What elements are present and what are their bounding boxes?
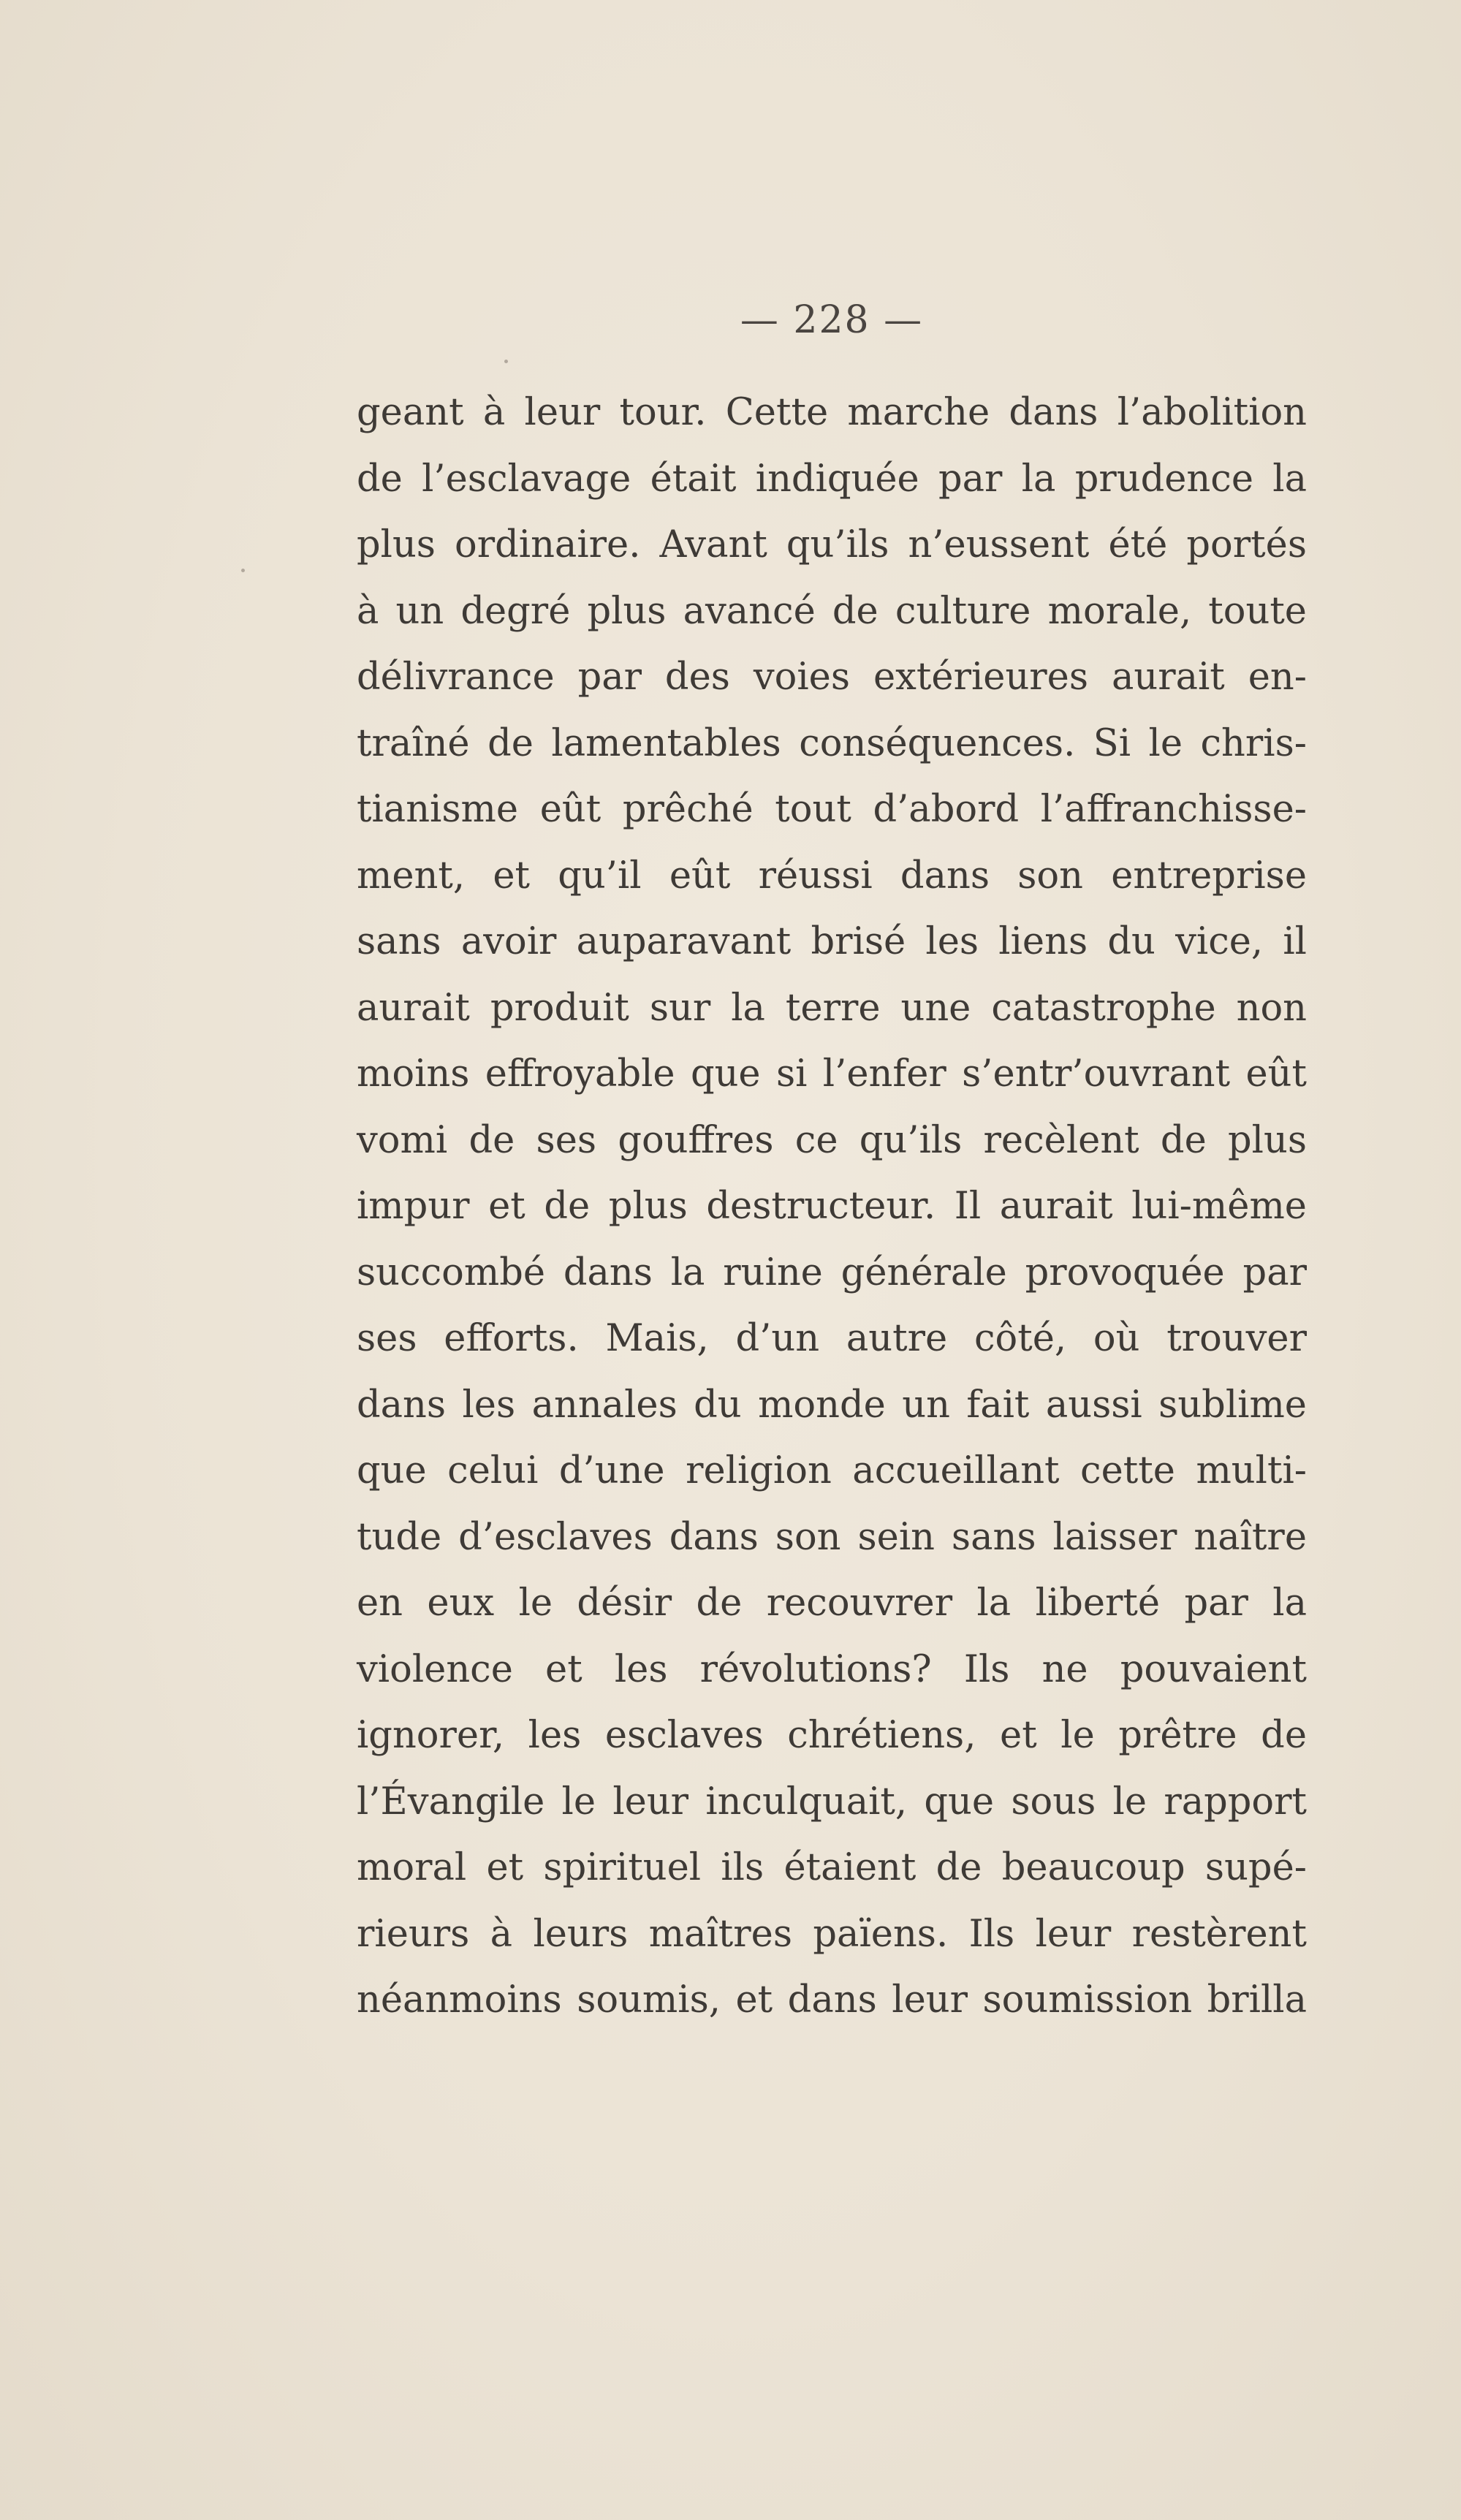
text-line: ses efforts. Mais, d’un autre côté, où trouver [357,1317,1307,1360]
paper-speck [504,360,508,363]
text-line: violence et les révolutions? Ils ne pouvaient [357,1647,1307,1691]
text-line: en eux le désir de recouvrer la liberté par la [357,1582,1307,1625]
text-line: moins effroyable que si l’enfer s’entr’ouvrant eût [357,1052,1307,1096]
text-line: impur et de plus destructeur. Il aurait lui-même [357,1185,1307,1228]
text-line: rieurs à leurs maîtres païens. Ils leur restèrent [357,1912,1307,1956]
text-line: que celui d’une religion accueillant cette multi- [357,1449,1307,1492]
text-line: sans avoir auparavant brisé les liens du vice, il [357,920,1307,963]
text-line: dans les annales du monde un fait aussi sublime [357,1383,1307,1427]
text-line: à un degré plus avancé de culture morale, toute [357,589,1307,633]
text-line: délivrance par des voies extérieures aurait en- [357,656,1307,699]
text-line: aurait produit sur la terre une catastrophe non [357,986,1307,1030]
paper-speck [241,569,245,572]
text-line: l’Évangile le leur inculquait, que sous le rapport [357,1780,1307,1823]
text-line: moral et spirituel ils étaient de beaucoup supé- [357,1846,1307,1889]
text-line: de l’esclavage était indiquée par la prudence la [357,457,1307,501]
text-line: geant à leur tour. Cette marche dans l’abolition [357,391,1307,434]
text-line: ignorer, les esclaves chrétiens, et le prêtre de [357,1714,1307,1757]
text-line: tude d’esclaves dans son sein sans laisser naître [357,1515,1307,1559]
text-line: succombé dans la ruine générale provoquée par [357,1250,1307,1294]
text-line: traîné de lamentables conséquences. Si le chris- [357,721,1307,765]
page-number: — 228 — [740,298,924,342]
text-line: néanmoins soumis, et dans leur soumission brilla [357,1978,1307,2022]
text-line: plus ordinaire. Avant qu’ils n’eussent été portés [357,523,1307,566]
body-text [357,380,1307,2034]
text-line: tianisme eût prêché tout d’abord l’affranchisse- [357,788,1307,831]
text-line: ment, et qu’il eût réussi dans son entreprise [357,854,1307,897]
text-line: vomi de ses gouffres ce qu’ils recèlent de plus [357,1118,1307,1162]
